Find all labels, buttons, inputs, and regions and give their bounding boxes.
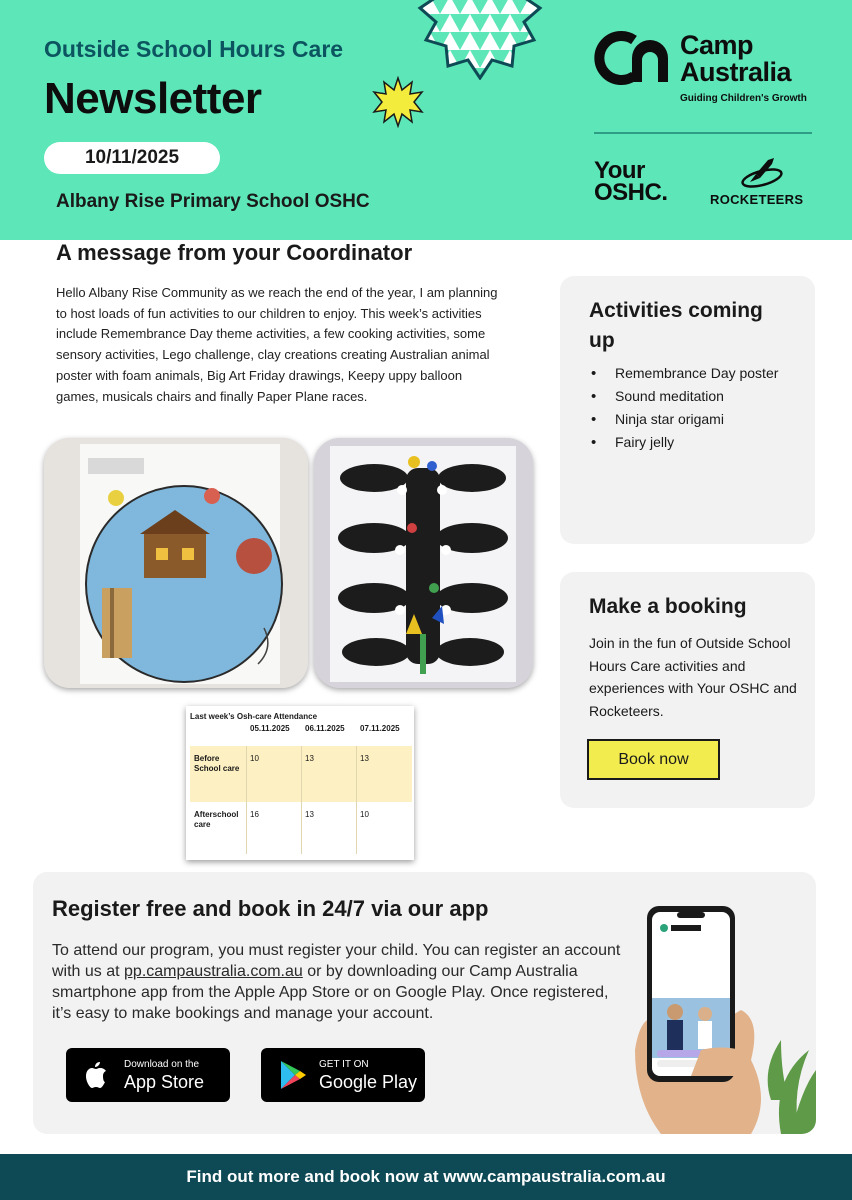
booking-card xyxy=(560,572,815,808)
brand-name: Camp Australia xyxy=(680,30,792,87)
register-text: or by downloading our Camp Australia smartphone app from the Apple App Store or on Google Play. Once registered, it’s easy to make bookings and manage your account. xyxy=(52,963,609,1022)
camp-australia-logo-icon xyxy=(590,30,680,86)
register-panel xyxy=(33,872,816,1134)
starburst-decoration-icon xyxy=(400,0,560,80)
page-title: Newsletter xyxy=(44,74,262,123)
coordinator-message: Hello Albany Rise Community as we reach the end of the year, I am planning to host loads of fun activities to our children to enjoy. This week’s activities include Remembrance Day theme activities, a few cooking activities, some sensory activities, Lego challenge, clay creations creating Australian animal poster with foam animals, Big Art Friday drawings, Keepy uppy balloon games, musicals chairs and finally Paper Plane races. xyxy=(56,285,498,404)
attendance-cell: 16 xyxy=(250,810,259,819)
phone-in-hand-illustration xyxy=(631,900,816,1134)
attendance-table xyxy=(186,706,414,860)
rocketeers-logo: ROCKETEERS xyxy=(710,192,804,207)
activities-list xyxy=(589,362,789,454)
brand-tagline: Guiding Children's Growth xyxy=(680,93,807,104)
book-now-button[interactable]: Book now xyxy=(587,739,720,780)
footer-bar[interactable]: Find out more and book now at www.campaustralia.com.au xyxy=(0,1154,852,1200)
your-oshc-logo: Your OSHC. xyxy=(594,157,668,206)
attendance-row-label: Afterschool care xyxy=(194,810,239,829)
registration-link[interactable]: pp.campaustralia.com.au xyxy=(124,963,303,980)
app-store-small-text: Download on the xyxy=(124,1059,200,1070)
header-divider xyxy=(594,132,812,134)
google-play-icon xyxy=(275,1058,309,1092)
activities-heading: Activities coming up xyxy=(589,299,763,352)
attendance-cell: 10 xyxy=(360,810,369,819)
list-item: • Sound meditation xyxy=(589,385,789,408)
attendance-cell: 13 xyxy=(305,810,314,819)
google-play-button[interactable] xyxy=(261,1048,425,1102)
activities-card xyxy=(560,276,815,544)
photo-handprint-craft xyxy=(314,438,533,688)
header-subtitle: Outside School Hours Care xyxy=(44,36,344,62)
sun-burst-icon xyxy=(372,76,424,128)
rocket-icon xyxy=(738,156,786,190)
attendance-title: Last week’s Osh-care Attendance xyxy=(190,712,318,721)
attendance-cell: 13 xyxy=(360,754,369,763)
coordinator-heading: A message from your Coordinator xyxy=(56,240,413,265)
table-divider xyxy=(301,746,302,854)
register-description xyxy=(52,940,632,1024)
list-item: • Remembrance Day poster xyxy=(589,362,789,385)
attendance-cell: 10 xyxy=(250,754,259,763)
google-play-small-text: GET IT ON xyxy=(319,1059,369,1070)
school-name: Albany Rise Primary School OSHC xyxy=(56,191,370,212)
table-divider xyxy=(356,746,357,854)
attendance-date-header: 05.11.2025 xyxy=(250,724,290,733)
attendance-row-label: Before School care xyxy=(194,754,240,773)
list-item: • Fairy jelly xyxy=(589,431,789,454)
date-badge: 10/11/2025 xyxy=(44,142,220,174)
register-text: To attend our program, you must register your child. You can register an account with us at xyxy=(52,942,621,980)
attendance-cell: 13 xyxy=(305,754,314,763)
photo-house-drawing xyxy=(44,438,308,688)
attendance-date-header: 07.11.2025 xyxy=(360,724,400,733)
app-store-button[interactable] xyxy=(66,1048,230,1102)
newsletter-header xyxy=(0,0,852,240)
booking-heading: Make a booking xyxy=(589,595,747,618)
app-store-label: App Store xyxy=(124,1072,205,1092)
attendance-date-header: 06.11.2025 xyxy=(305,724,345,733)
list-item: • Ninja star origami xyxy=(589,408,789,431)
register-heading: Register free and book in 24/7 via our app xyxy=(52,896,489,921)
google-play-label: Google Play xyxy=(319,1072,418,1092)
table-divider xyxy=(246,746,247,854)
apple-logo-icon xyxy=(80,1058,114,1092)
booking-description: Join in the fun of Outside School Hours Care activities and experiences with Your OSHC and Rocketeers. xyxy=(589,635,797,719)
